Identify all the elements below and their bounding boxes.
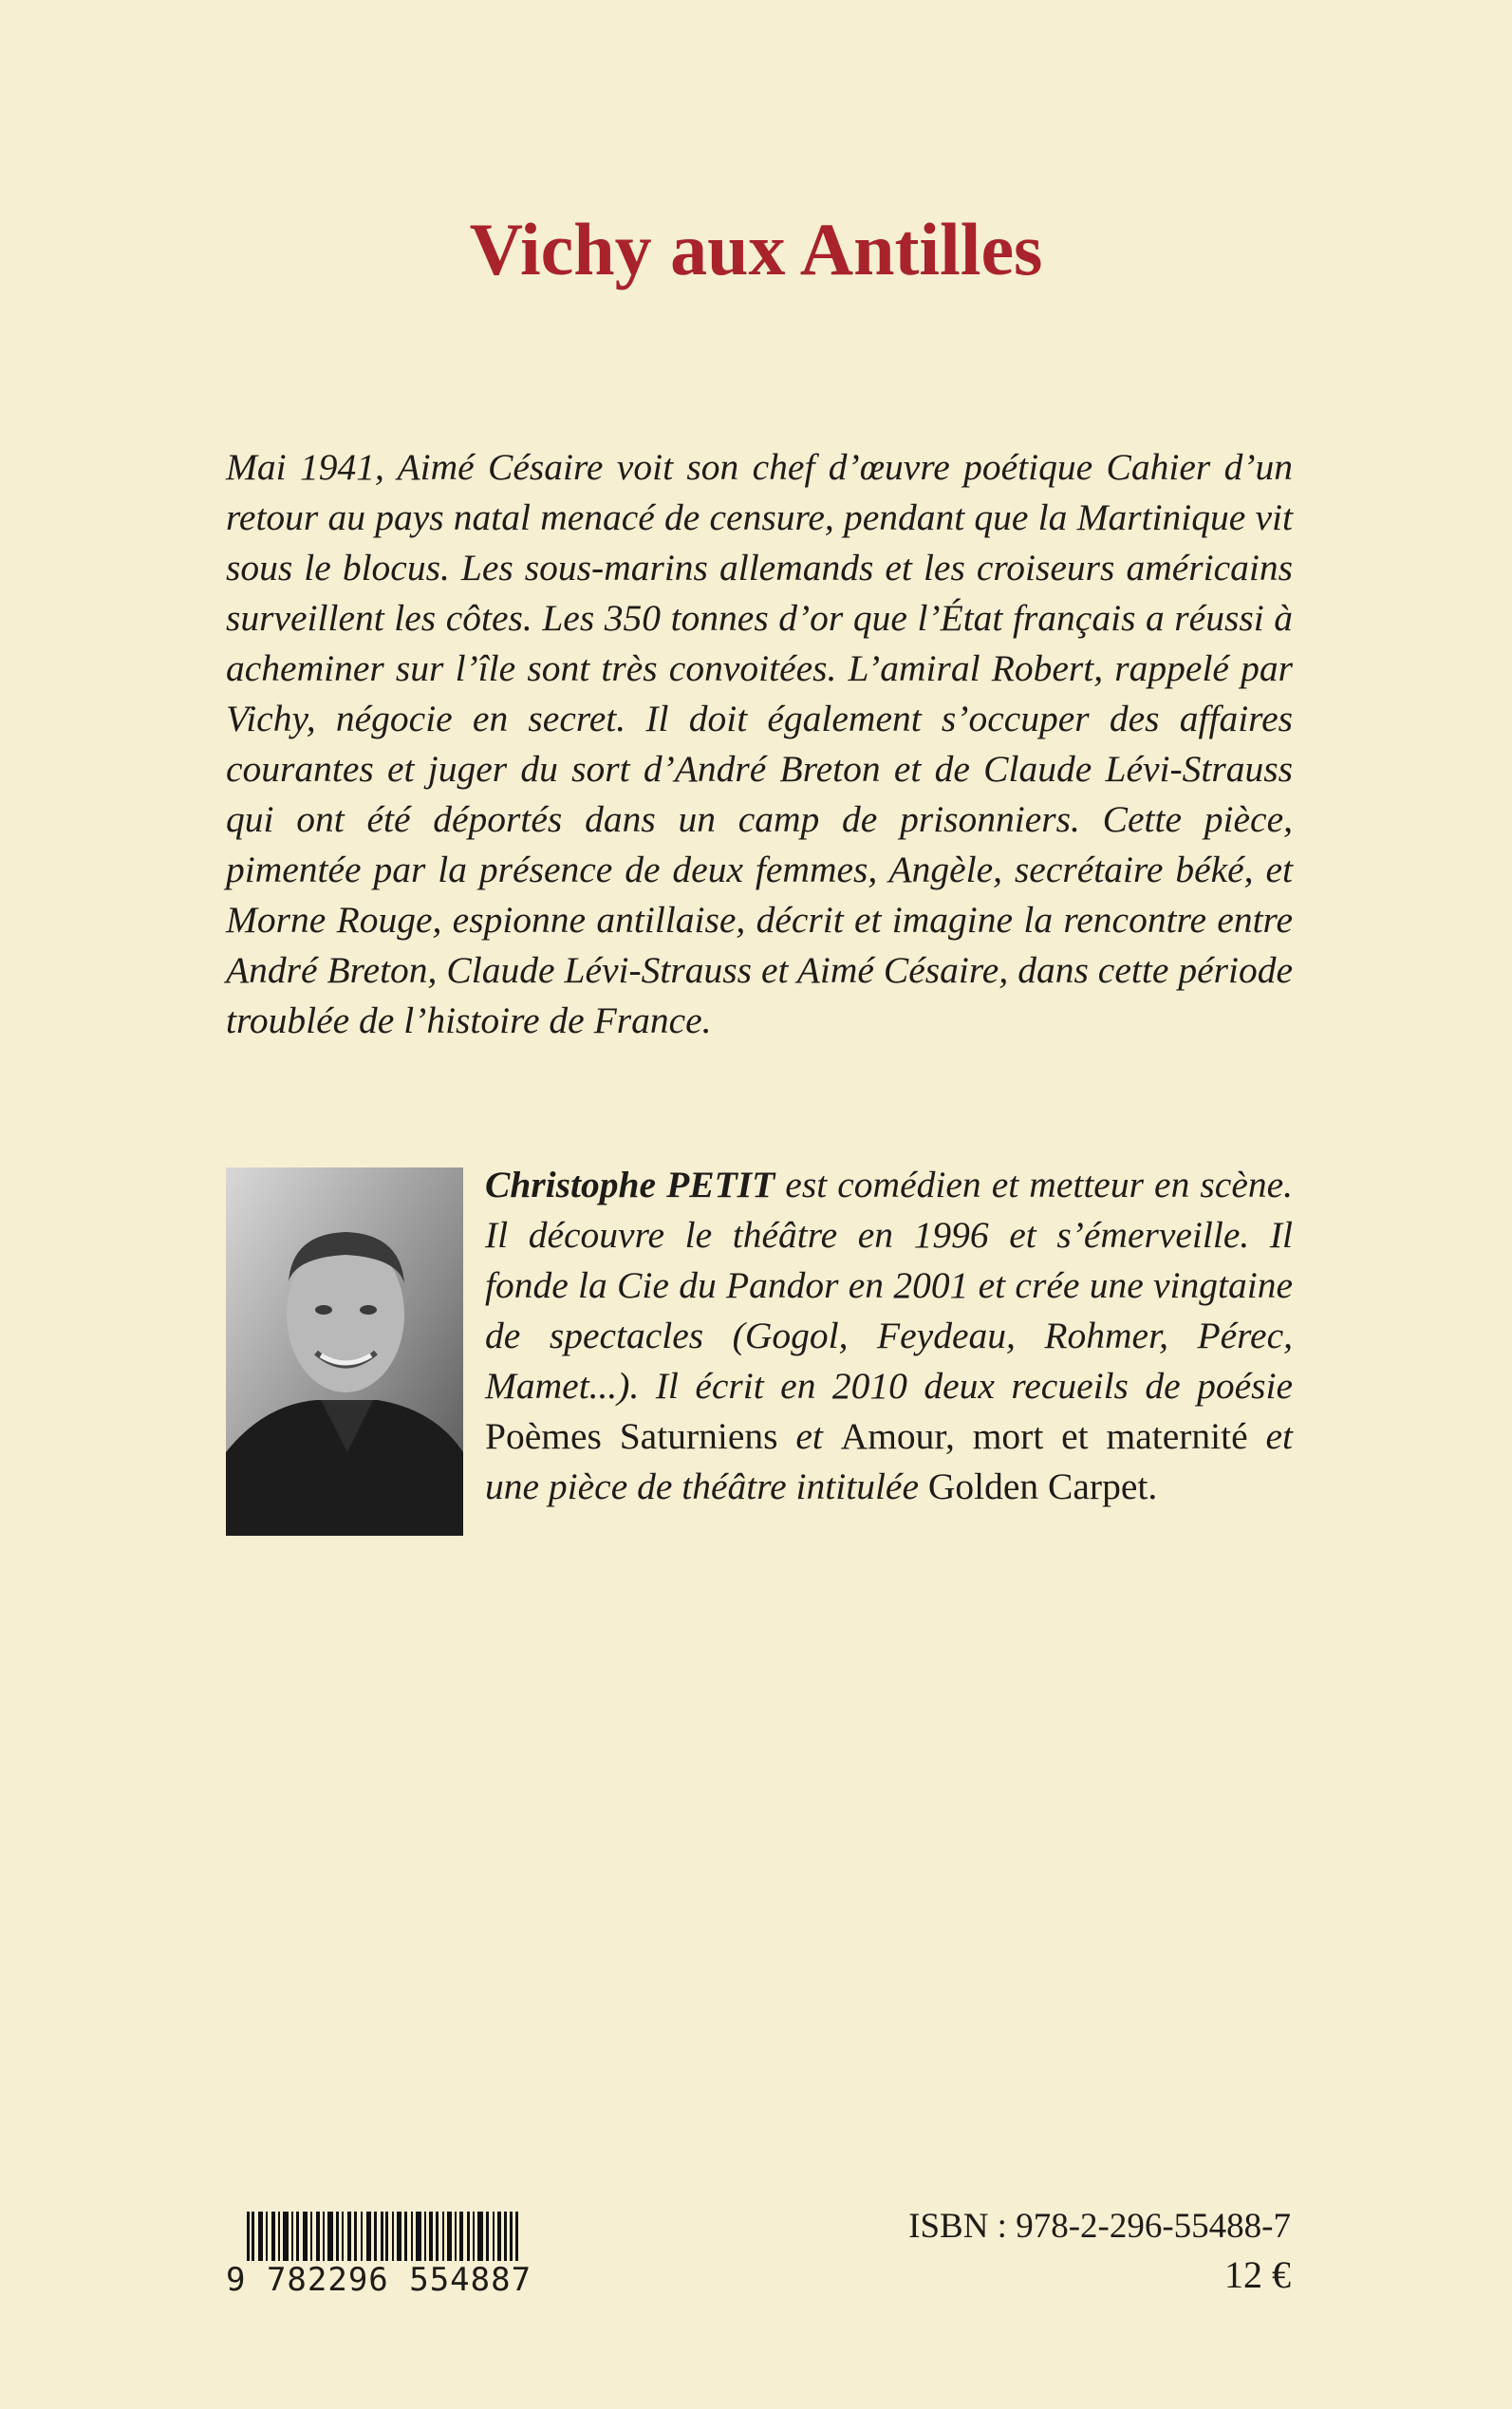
author-work-2: Amour, mort et maternité [840,1415,1248,1457]
isbn: ISBN : 978-2-296-55488-7 [908,2207,1291,2246]
author-section [226,1164,1294,1538]
author-photo [226,1167,463,1536]
author-work-1: Poèmes Saturniens [485,1415,778,1457]
author-bio-text-2: et [777,1415,841,1457]
back-cover-blurb: Mai 1941, Aimé Césaire voit son chef d’œuvre poétique Cahier d’un retour au pays natal menacé de censure, pendant que la Martinique vit sous le blocus. Les sous-marins allemands et les croiseurs américains surveillent les côtes. Les 350 tonnes d’or que l’État français a réussi à acheminer sur l’île sont très convoitées. L’amiral Robert, rappelé par Vichy, négocie en secret. Il doit également s’occuper des affaires courantes et juger du sort d’André Breton et de Claude Lévi-Strauss qui ont été déportés dans un camp de prisonniers. Cette pièce, pimentée par la présence de deux femmes, Angèle, secrétaire béké, et Morne Rouge, espionne antillaise, décrit et imagine la rencontre entre André Breton, Claude Lévi-Strauss et Aimé Césaire, dans cette période troublée de l’histoire de France. [226,446,1293,1041]
price: 12 € [1224,2253,1291,2296]
author-name: Christophe PETIT [485,1164,775,1205]
author-bio-end: . [1148,1466,1158,1507]
author-portrait-image [226,1167,463,1536]
author-bio-text-1: est comédien et metteur en scène. Il découvre le théâtre en 1996 et s’émerveille. Il fonde la Cie du Pandor en 2001 et crée une vingtaine de spectacles (Gogol, Feydeau, Rohmer, Pérec, Mamet...). Il écrit en 2010 deux recueils de poésie [485,1164,1294,1407]
barcode-digits: 9 782296 554887 [226,2261,558,2299]
book-title: Vichy aux Antilles [469,208,1043,290]
author-work-3: Golden Carpet [927,1466,1148,1507]
author-bio [485,1160,1293,1512]
author-bio-text-3: et une pièce de théâtre intitulée [485,1415,1293,1507]
